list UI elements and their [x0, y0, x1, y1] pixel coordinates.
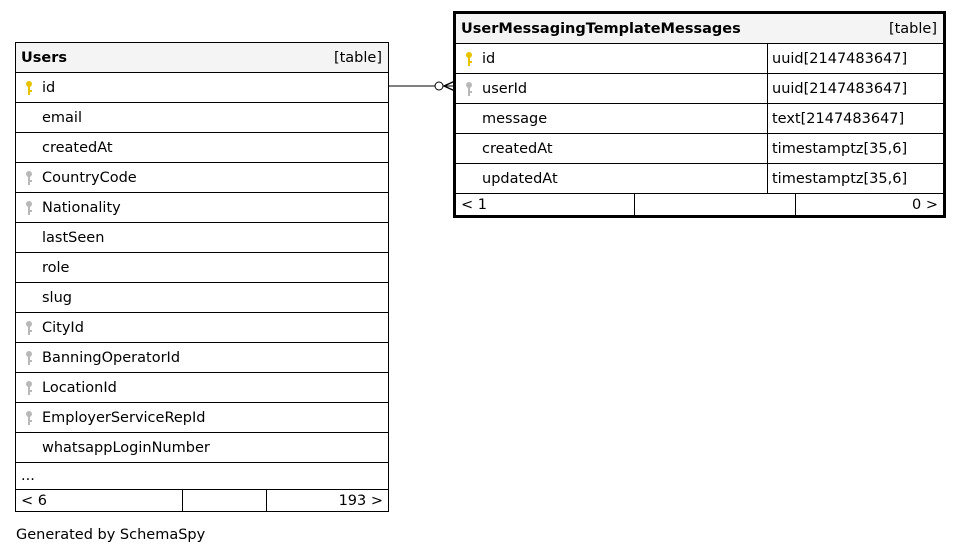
column-type: timestamptz[35,6] [772, 140, 908, 157]
column-name: EmployerServiceRepId [42, 409, 206, 426]
column-name: createdAt [456, 134, 768, 163]
column-name: message [456, 104, 768, 133]
column-name: Nationality [42, 199, 121, 216]
children-link[interactable]: 193 > [338, 492, 383, 509]
table-name: UserMessagingTemplateMessages [461, 20, 741, 37]
column-name: email [42, 109, 82, 126]
column-name: updatedAt [456, 164, 768, 193]
column-type: timestamptz[35,6] [772, 170, 908, 187]
children-link[interactable]: 0 > [912, 196, 938, 213]
column-name: role [42, 259, 70, 276]
more-columns-ellipsis: ... [16, 463, 388, 490]
column-name: createdAt [42, 139, 113, 156]
column-name: id [456, 44, 768, 73]
column-name: BanningOperatorId [42, 349, 181, 366]
column-name: id [42, 79, 56, 96]
table-kind: [table] [333, 49, 382, 66]
column-name: LocationId [42, 379, 117, 396]
column-name: lastSeen [42, 229, 105, 246]
column-type: text[2147483647] [772, 110, 905, 127]
column-name: userId [456, 74, 768, 103]
parents-link[interactable]: < 1 [456, 194, 635, 215]
column-name: CountryCode [42, 169, 137, 186]
generated-by-note: Generated by SchemaSpy [16, 527, 206, 543]
column-name: whatsappLoginNumber [42, 439, 210, 456]
column-type: uuid[2147483647] [772, 80, 908, 97]
parents-link[interactable]: < 6 [16, 490, 183, 511]
column-type: uuid[2147483647] [772, 50, 908, 67]
table-name: Users [21, 49, 68, 66]
table-kind: [table] [888, 20, 937, 37]
column-name: slug [42, 289, 72, 306]
column-name: CityId [42, 319, 84, 336]
